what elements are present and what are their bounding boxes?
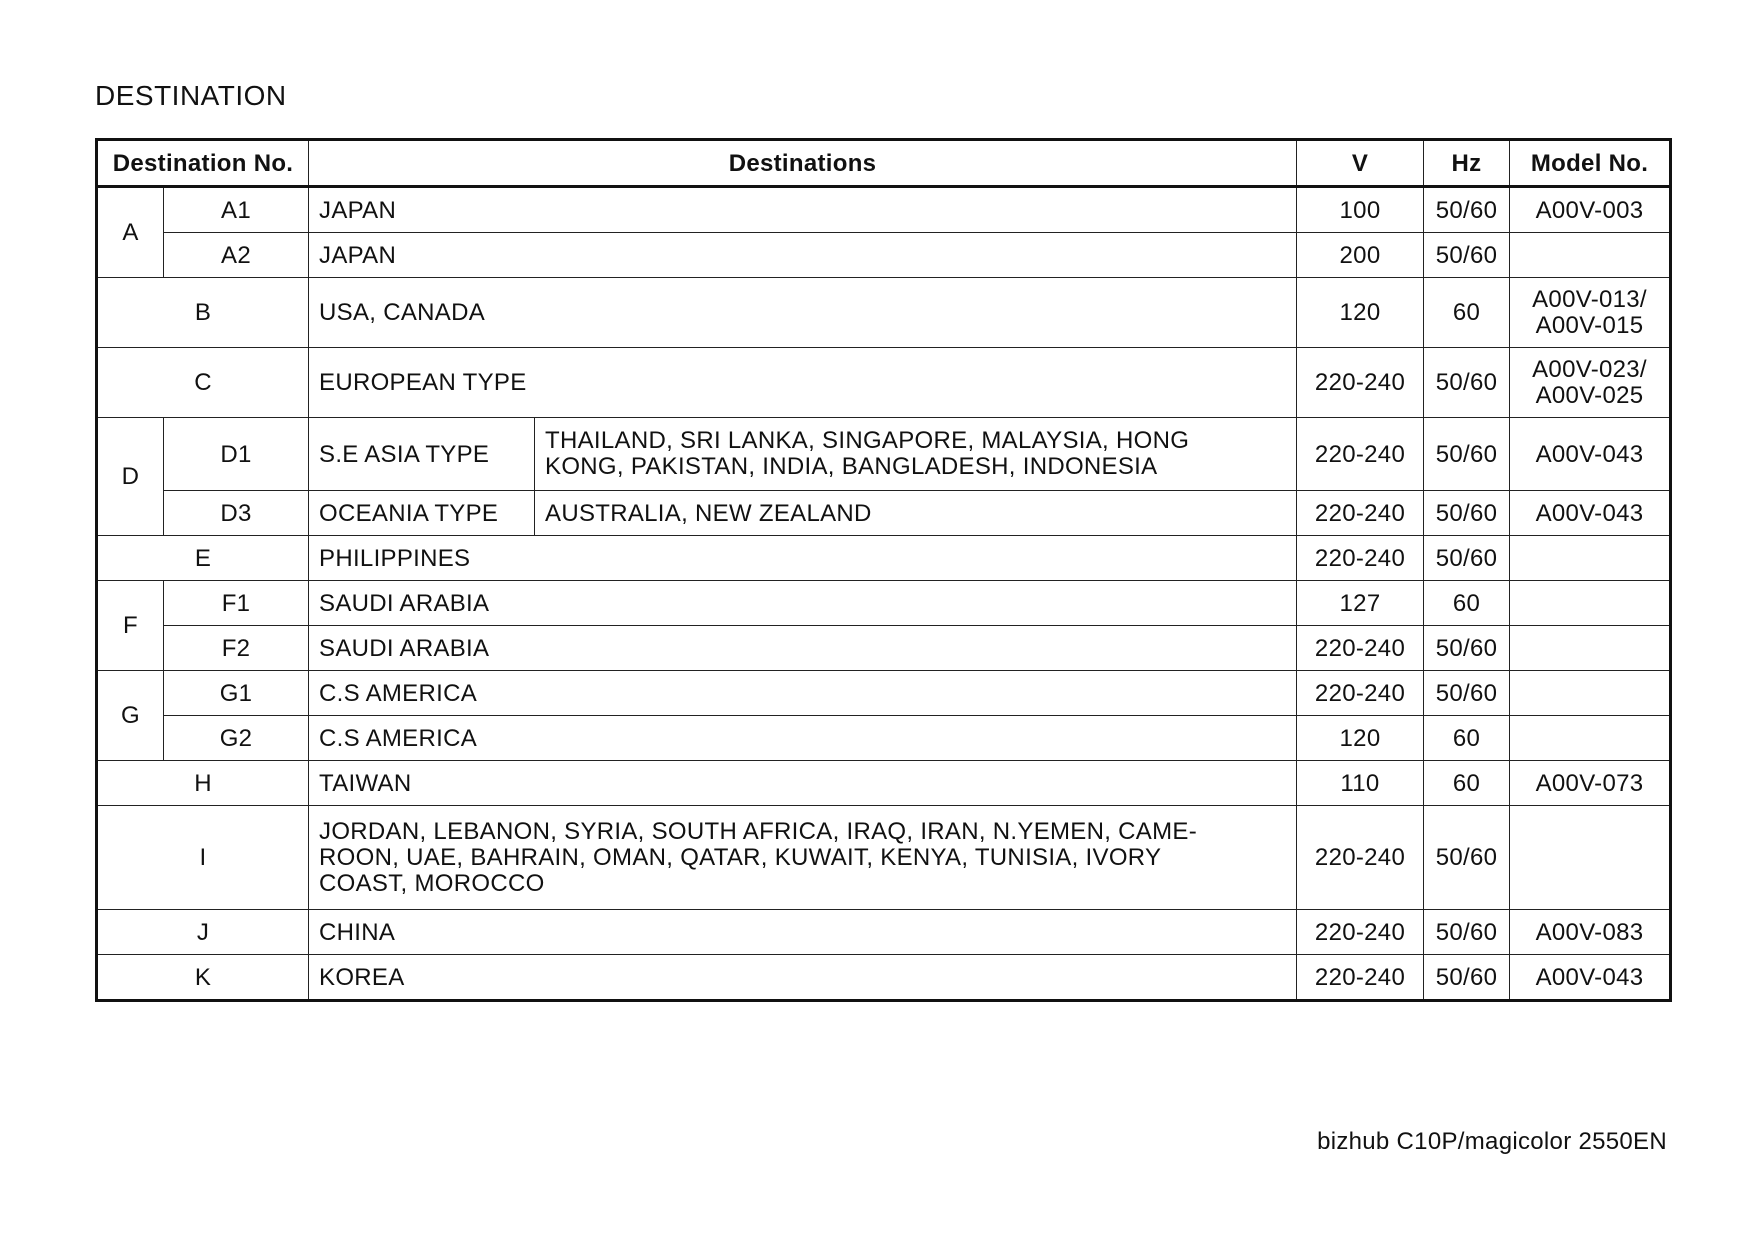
voltage: 220-240: [1297, 910, 1424, 955]
voltage: 127: [1297, 581, 1424, 626]
destination-table: [95, 138, 1672, 1002]
voltage: 120: [1297, 278, 1424, 348]
table-row: [97, 910, 1671, 955]
frequency: 50/60: [1424, 491, 1510, 536]
destination-name: SAUDI ARABIA: [309, 626, 1297, 671]
voltage: 220-240: [1297, 626, 1424, 671]
destination-code: F2: [164, 626, 309, 671]
destination-name: EUROPEAN TYPE: [309, 348, 1297, 418]
frequency: 60: [1424, 761, 1510, 806]
model-no: [1510, 278, 1671, 348]
model-no: A00V-043: [1510, 491, 1671, 536]
page-title: DESTINATION: [95, 80, 287, 111]
destination-code: J: [97, 910, 309, 955]
table-row: [97, 955, 1671, 1001]
model-no: [1510, 581, 1671, 626]
footer-model-name: bizhub C10P/magicolor 2550EN: [1317, 1128, 1667, 1155]
destination-code: K: [97, 955, 309, 1001]
destination-countries: AUSTRALIA, NEW ZEALAND: [535, 491, 1297, 536]
table-row: [97, 348, 1671, 418]
model-no: [1510, 716, 1671, 761]
header-destinations: Destinations: [309, 140, 1297, 187]
model-no: A00V-073: [1510, 761, 1671, 806]
frequency: 60: [1424, 716, 1510, 761]
countries-line: THAILAND, SRI LANKA, SINGAPORE, MALAYSIA, HONG: [545, 427, 1190, 454]
voltage: 110: [1297, 761, 1424, 806]
group-label: F: [97, 581, 164, 671]
model-no-line: A00V-013/: [1532, 285, 1647, 313]
model-no: A00V-083: [1510, 910, 1671, 955]
table-row: [97, 418, 1671, 491]
destination-name: KOREA: [309, 955, 1297, 1001]
countries-line: KONG, PAKISTAN, INDIA, BANGLADESH, INDONESIA: [545, 453, 1158, 480]
destination-name: [309, 806, 1297, 910]
voltage: 220-240: [1297, 418, 1424, 491]
voltage: 220-240: [1297, 671, 1424, 716]
voltage: 220-240: [1297, 491, 1424, 536]
voltage: 220-240: [1297, 955, 1424, 1001]
frequency: 50/60: [1424, 806, 1510, 910]
destination-name: C.S AMERICA: [309, 716, 1297, 761]
table-row: [97, 671, 1671, 716]
destination-code: A1: [164, 187, 309, 233]
destination-type: OCEANIA TYPE: [309, 491, 535, 536]
model-no: [1510, 806, 1671, 910]
destination-code: G1: [164, 671, 309, 716]
table-row: [97, 491, 1671, 536]
destination-name: CHINA: [309, 910, 1297, 955]
destination-name: JAPAN: [309, 233, 1297, 278]
model-no: [1510, 233, 1671, 278]
destination-name: USA, CANADA: [309, 278, 1297, 348]
voltage: 220-240: [1297, 536, 1424, 581]
frequency: 50/60: [1424, 671, 1510, 716]
model-no: [1510, 348, 1671, 418]
header-hz: Hz: [1424, 140, 1510, 187]
frequency: 50/60: [1424, 348, 1510, 418]
destination-code: B: [97, 278, 309, 348]
destination-name: JAPAN: [309, 187, 1297, 233]
header-v: V: [1297, 140, 1424, 187]
header-destination-no: Destination No.: [97, 140, 309, 187]
destination-countries: [535, 418, 1297, 491]
destination-name: PHILIPPINES: [309, 536, 1297, 581]
frequency: 50/60: [1424, 955, 1510, 1001]
table-row: [97, 233, 1671, 278]
model-no: A00V-043: [1510, 418, 1671, 491]
destination-code: F1: [164, 581, 309, 626]
destination-code: E: [97, 536, 309, 581]
table-row: [97, 278, 1671, 348]
voltage: 200: [1297, 233, 1424, 278]
group-label: G: [97, 671, 164, 761]
table-row: [97, 187, 1671, 233]
destination-code: D3: [164, 491, 309, 536]
header-model-no: Model No.: [1510, 140, 1671, 187]
voltage: 120: [1297, 716, 1424, 761]
model-no: [1510, 671, 1671, 716]
destination-line: JORDAN, LEBANON, SYRIA, SOUTH AFRICA, IRAQ, IRAN, N.YEMEN, CAME-: [319, 817, 1198, 845]
destination-code: A2: [164, 233, 309, 278]
frequency: 60: [1424, 581, 1510, 626]
table-row: [97, 806, 1671, 910]
destination-type: S.E ASIA TYPE: [309, 418, 535, 491]
voltage: 100: [1297, 187, 1424, 233]
destination-code: G2: [164, 716, 309, 761]
destination-code: D1: [164, 418, 309, 491]
frequency: 60: [1424, 278, 1510, 348]
header-row: [97, 140, 1671, 187]
destination-code: I: [97, 806, 309, 910]
destination-name: C.S AMERICA: [309, 671, 1297, 716]
table-row: [97, 581, 1671, 626]
model-no: A00V-043: [1510, 955, 1671, 1001]
table-row: [97, 626, 1671, 671]
frequency: 50/60: [1424, 536, 1510, 581]
destination-code: C: [97, 348, 309, 418]
model-no: A00V-003: [1510, 187, 1671, 233]
table-row: [97, 761, 1671, 806]
model-no: [1510, 626, 1671, 671]
group-label: A: [97, 187, 164, 278]
model-no-line: A00V-023/: [1532, 355, 1647, 383]
table-row: [97, 536, 1671, 581]
frequency: 50/60: [1424, 910, 1510, 955]
frequency: 50/60: [1424, 233, 1510, 278]
destination-line: COAST, MOROCCO: [319, 869, 545, 897]
voltage: 220-240: [1297, 806, 1424, 910]
table-row: [97, 716, 1671, 761]
frequency: 50/60: [1424, 626, 1510, 671]
destination-line: ROON, UAE, BAHRAIN, OMAN, QATAR, KUWAIT, KENYA, TUNISIA, IVORY: [319, 843, 1162, 871]
model-no: [1510, 536, 1671, 581]
voltage: 220-240: [1297, 348, 1424, 418]
destination-code: H: [97, 761, 309, 806]
frequency: 50/60: [1424, 418, 1510, 491]
model-no-line: A00V-025: [1535, 381, 1644, 409]
model-no-line: A00V-015: [1535, 311, 1644, 339]
group-label: D: [97, 418, 164, 536]
frequency: 50/60: [1424, 187, 1510, 233]
destination-name: TAIWAN: [309, 761, 1297, 806]
destination-name: SAUDI ARABIA: [309, 581, 1297, 626]
